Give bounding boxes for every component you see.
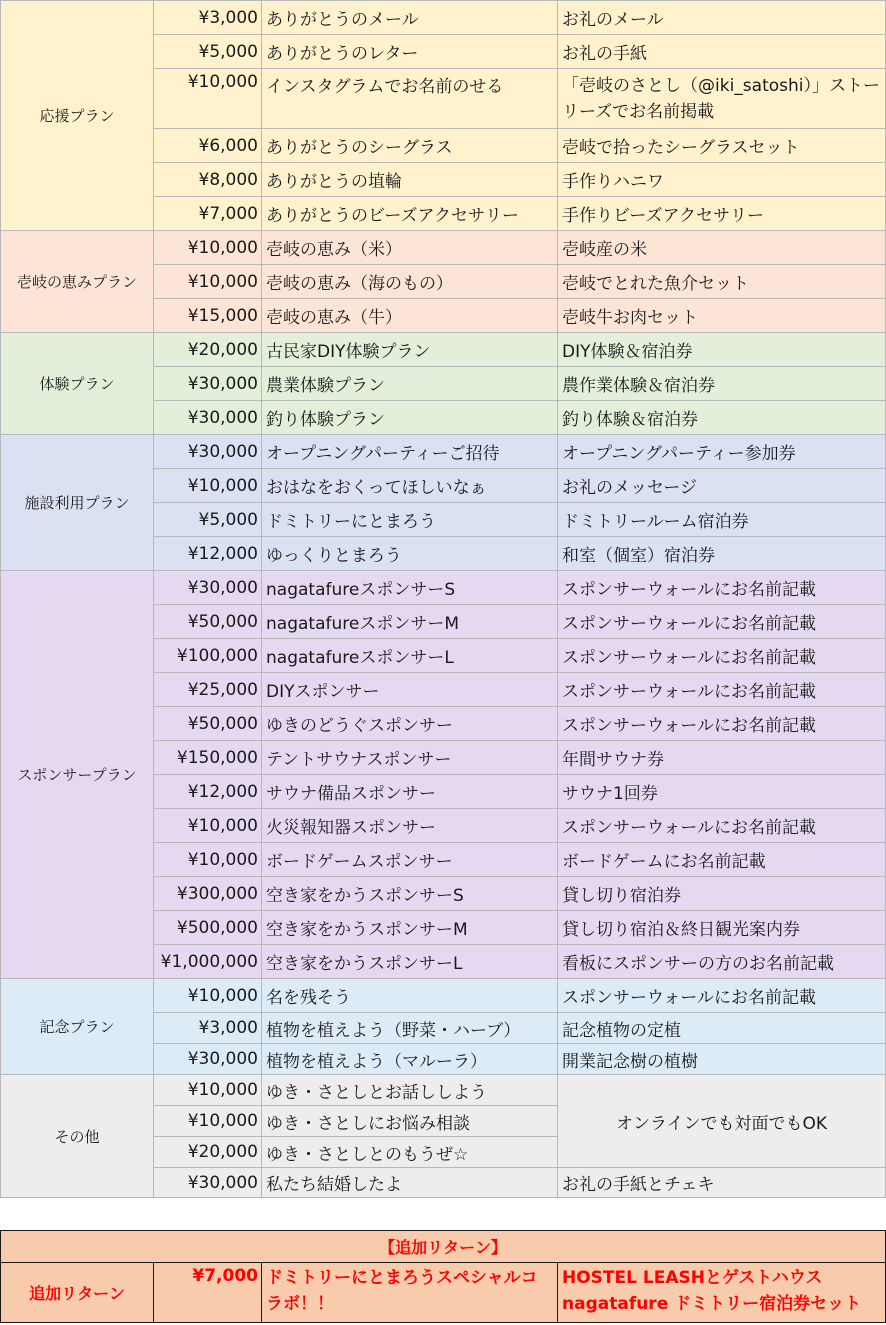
table-row (1, 1, 886, 35)
price-cell: ¥50,000 (154, 707, 262, 741)
extra-header: 【追加リターン】 (1, 1231, 886, 1263)
return-cell: オンラインでも対面でもOK (558, 1075, 886, 1168)
return-cell: 壱岐でとれた魚介セット (558, 265, 886, 299)
plan-name-cell: ドミトリーにとまろう (262, 503, 558, 537)
plan-name-cell: ゆき・さとしとのもうぜ☆ (262, 1137, 558, 1168)
price-cell: ¥100,000 (154, 639, 262, 673)
return-cell: 釣り体験＆宿泊券 (558, 401, 886, 435)
price-cell: ¥150,000 (154, 741, 262, 775)
return-cell: 和室（個室）宿泊券 (558, 537, 886, 571)
plan-name-cell: 空き家をかうスポンサーS (262, 877, 558, 911)
return-cell: オープニングパーティー参加券 (558, 435, 886, 469)
return-cell: スポンサーウォールにお名前記載 (558, 605, 886, 639)
plan-name-cell: ゆきのどうぐスポンサー (262, 707, 558, 741)
table-row (1, 979, 886, 1013)
return-cell: 壱岐産の米 (558, 231, 886, 265)
plan-name-cell: インスタグラムでお名前のせる (262, 69, 558, 129)
return-cell: DIY体験＆宿泊券 (558, 333, 886, 367)
table-row (1, 435, 886, 469)
category-label: 体験プラン (1, 333, 154, 435)
price-cell: ¥10,000 (154, 809, 262, 843)
price-cell: ¥20,000 (154, 333, 262, 367)
plan-name-cell: ありがとうのシーグラス (262, 129, 558, 163)
return-cell: 年間サウナ券 (558, 741, 886, 775)
price-cell: ¥7,000 (154, 197, 262, 231)
plan-name-cell: 壱岐の恵み（海のもの） (262, 265, 558, 299)
price-cell: ¥5,000 (154, 35, 262, 69)
plan-name-cell: 私たち結婚したよ (262, 1168, 558, 1198)
return-cell: ドミトリールーム宿泊券 (558, 503, 886, 537)
plan-name-cell: サウナ備品スポンサー (262, 775, 558, 809)
category-label: 応援プラン (1, 1, 154, 231)
return-cell: スポンサーウォールにお名前記載 (558, 809, 886, 843)
plan-name-cell: ゆっくりとまろう (262, 537, 558, 571)
price-cell: ¥30,000 (154, 1168, 262, 1198)
table-row (1, 1075, 886, 1106)
price-cell: ¥10,000 (154, 231, 262, 265)
price-cell: ¥10,000 (154, 1106, 262, 1137)
plan-name-cell: 空き家をかうスポンサーL (262, 945, 558, 979)
category-label: 施設利用プラン (1, 435, 154, 571)
price-cell: ¥12,000 (154, 537, 262, 571)
return-cell: 開業記念樹の植樹 (558, 1044, 886, 1075)
return-cell: 農作業体験＆宿泊券 (558, 367, 886, 401)
price-cell: ¥30,000 (154, 401, 262, 435)
price-cell: ¥50,000 (154, 605, 262, 639)
plan-name-cell: テントサウナスポンサー (262, 741, 558, 775)
return-cell: 手作りビーズアクセサリー (558, 197, 886, 231)
plan-name-cell: ゆき・さとしとお話ししよう (262, 1075, 558, 1106)
price-cell: ¥10,000 (154, 69, 262, 129)
price-cell: ¥10,000 (154, 469, 262, 503)
plan-name-cell: ありがとうのビーズアクセサリー (262, 197, 558, 231)
category-label: スポンサープラン (1, 571, 154, 979)
return-cell: お礼の手紙とチェキ (558, 1168, 886, 1198)
plan-name-cell: 壱岐の恵み（牛） (262, 299, 558, 333)
category-label: 壱岐の恵みプラン (1, 231, 154, 333)
price-cell: ¥500,000 (154, 911, 262, 945)
plan-name-cell: ボードゲームスポンサー (262, 843, 558, 877)
plan-name-cell: nagatafureスポンサーS (262, 571, 558, 605)
return-cell: スポンサーウォールにお名前記載 (558, 979, 886, 1013)
return-cell: スポンサーウォールにお名前記載 (558, 571, 886, 605)
plan-name-cell: 火災報知器スポンサー (262, 809, 558, 843)
return-cell: 「壱岐のさとし（@iki_satoshi）」ストーリーズでお名前掲載 (558, 69, 886, 129)
return-cell: 貸し切り宿泊＆終日観光案内券 (558, 911, 886, 945)
price-cell: ¥30,000 (154, 367, 262, 401)
price-cell: ¥300,000 (154, 877, 262, 911)
extra-header-row (1, 1231, 886, 1263)
return-cell: スポンサーウォールにお名前記載 (558, 707, 886, 741)
extra-row (1, 1263, 886, 1323)
plan-name-cell: 壱岐の恵み（米） (262, 231, 558, 265)
plan-name-cell: おはなをおくってほしいなぁ (262, 469, 558, 503)
extra-returns-table (0, 1230, 886, 1323)
return-cell: 記念植物の定植 (558, 1013, 886, 1044)
return-cell: 看板にスポンサーの方のお名前記載 (558, 945, 886, 979)
return-cell: サウナ1回券 (558, 775, 886, 809)
price-cell: ¥8,000 (154, 163, 262, 197)
price-cell: ¥15,000 (154, 299, 262, 333)
extra-plan-name-cell: ドミトリーにとまろうスペシャルコラボ！！ (262, 1263, 558, 1323)
plan-name-cell: ゆき・さとしにお悩み相談 (262, 1106, 558, 1137)
return-cell: 貸し切り宿泊券 (558, 877, 886, 911)
price-cell: ¥10,000 (154, 843, 262, 877)
plan-name-cell: 釣り体験プラン (262, 401, 558, 435)
extra-category-label: 追加リターン (1, 1263, 154, 1323)
price-cell: ¥3,000 (154, 1013, 262, 1044)
price-cell: ¥12,000 (154, 775, 262, 809)
price-cell: ¥1,000,000 (154, 945, 262, 979)
plan-name-cell: オープニングパーティーご招待 (262, 435, 558, 469)
plan-name-cell: ありがとうの埴輪 (262, 163, 558, 197)
category-label: その他 (1, 1075, 154, 1198)
price-cell: ¥30,000 (154, 435, 262, 469)
return-cell: 壱岐で拾ったシーグラスセット (558, 129, 886, 163)
plan-name-cell: 名を残そう (262, 979, 558, 1013)
price-cell: ¥10,000 (154, 1075, 262, 1106)
price-cell: ¥30,000 (154, 1044, 262, 1075)
plan-name-cell: nagatafureスポンサーL (262, 639, 558, 673)
return-cell: お礼のメール (558, 1, 886, 35)
price-cell: ¥6,000 (154, 129, 262, 163)
return-cell: スポンサーウォールにお名前記載 (558, 639, 886, 673)
category-label: 記念プラン (1, 979, 154, 1075)
plan-name-cell: ありがとうのレター (262, 35, 558, 69)
return-cell: 手作りハニワ (558, 163, 886, 197)
plan-name-cell: 植物を植えよう（野菜・ハーブ） (262, 1013, 558, 1044)
extra-price-cell: ¥7,000 (154, 1263, 262, 1323)
return-cell: ボードゲームにお名前記載 (558, 843, 886, 877)
price-cell: ¥20,000 (154, 1137, 262, 1168)
return-cell: お礼のメッセージ (558, 469, 886, 503)
price-cell: ¥10,000 (154, 265, 262, 299)
plan-name-cell: 古民家DIY体験プラン (262, 333, 558, 367)
return-cell: 壱岐牛お肉セット (558, 299, 886, 333)
table-row (1, 333, 886, 367)
table-row (1, 571, 886, 605)
plan-name-cell: ありがとうのメール (262, 1, 558, 35)
price-cell: ¥25,000 (154, 673, 262, 707)
plan-name-cell: 農業体験プラン (262, 367, 558, 401)
return-cell: スポンサーウォールにお名前記載 (558, 673, 886, 707)
price-cell: ¥10,000 (154, 979, 262, 1013)
table-row (1, 231, 886, 265)
plan-name-cell: DIYスポンサー (262, 673, 558, 707)
plan-name-cell: 空き家をかうスポンサーM (262, 911, 558, 945)
price-cell: ¥30,000 (154, 571, 262, 605)
price-cell: ¥3,000 (154, 1, 262, 35)
return-cell: お礼の手紙 (558, 35, 886, 69)
plan-name-cell: nagatafureスポンサーM (262, 605, 558, 639)
extra-return-cell: HOSTEL LEASHとゲストハウスnagatafure ドミトリー宿泊券セット (558, 1263, 886, 1323)
price-cell: ¥5,000 (154, 503, 262, 537)
plan-name-cell: 植物を植えよう（マルーラ） (262, 1044, 558, 1075)
